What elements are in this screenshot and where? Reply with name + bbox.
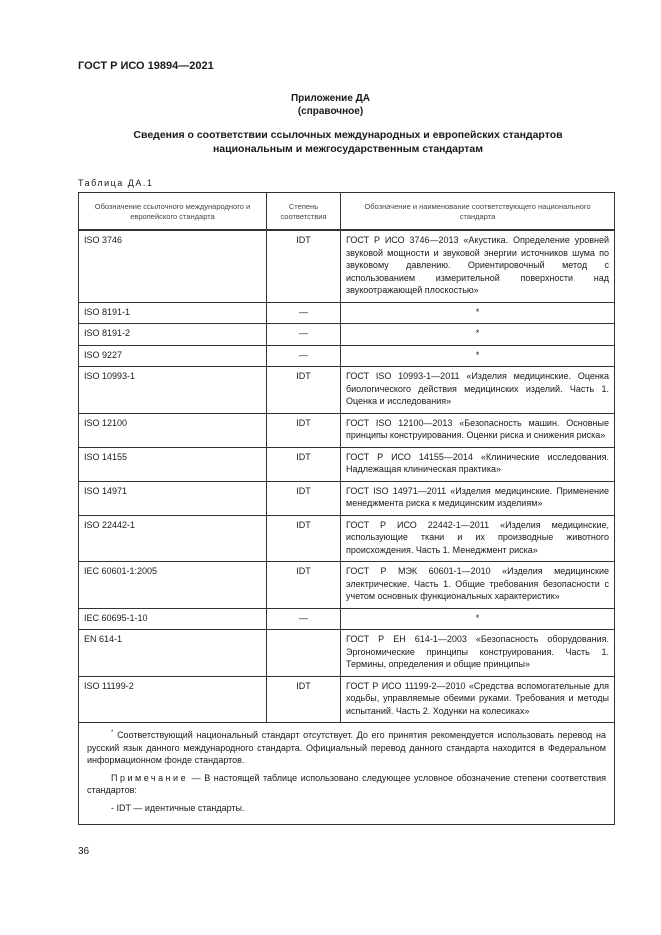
cell-degree: IDT (267, 230, 341, 302)
table-row (79, 324, 615, 346)
header-reference-standard: Обозначение ссылочного международного и европейского стандарта (79, 193, 267, 231)
table-caption: Таблица ДА.1 (78, 178, 154, 188)
cell-degree: IDT (267, 481, 341, 515)
correspondence-table (78, 192, 615, 825)
cell-degree: IDT (267, 562, 341, 609)
table-row (79, 630, 615, 677)
cell-reference: ISO 10993-1 (79, 367, 267, 414)
cell-national: * (341, 345, 615, 367)
cell-reference: ISO 11199-2 (79, 676, 267, 723)
table-row (79, 608, 615, 630)
table-row (79, 515, 615, 562)
cell-degree: IDT (267, 367, 341, 414)
table-row (79, 345, 615, 367)
note-text: — В настоящей таблице использовано следующее условное обозначение степени соответствия стандартов: (87, 772, 606, 795)
section-title (78, 128, 618, 156)
appendix-label: Приложение ДА (290, 93, 371, 104)
cell-reference: EN 614-1 (79, 630, 267, 677)
cell-national: * (341, 324, 615, 346)
cell-degree: IDT (267, 676, 341, 723)
cell-national: ГОСТ Р ИСО 22442-1—2011 «Изделия медицинские, использующие ткани и их производные животного происхождения. Часть 1. Менеджмент риска» (341, 515, 615, 562)
table-row (79, 447, 615, 481)
cell-reference: ISO 3746 (79, 230, 267, 302)
cell-degree: IDT (267, 413, 341, 447)
footnote-mark: * (111, 730, 114, 736)
cell-reference: ISO 8191-1 (79, 302, 267, 324)
cell-reference: ISO 14155 (79, 447, 267, 481)
table-row (79, 413, 615, 447)
cell-national: ГОСТ ISO 12100—2013 «Безопасность машин. Основные принципы конструирования. Оценки риска и снижения риска» (341, 413, 615, 447)
cell-reference: IEC 60695-1-10 (79, 608, 267, 630)
section-title-line-1: Сведения о соответствии ссылочных международных и европейских стандартов (133, 129, 563, 141)
table-row (79, 230, 615, 302)
legend-item: - IDT — идентичные стандарты. (111, 802, 245, 813)
table-body (79, 230, 615, 825)
cell-reference: ISO 9227 (79, 345, 267, 367)
cell-national: ГОСТ Р ИСО 3746—2013 «Акустика. Определение уровней звуковой мощности и звуковой энергии источников шума по звуковому давлению. Ориентировочный метод с использованием измерительной поверхности над звукоотражающей плоскостью» (341, 230, 615, 302)
section-title-line-2: национальным и межгосударственным стандартам (212, 143, 484, 155)
note-label: Примечание (111, 772, 189, 783)
cell-reference: ISO 12100 (79, 413, 267, 447)
cell-reference: ISO 22442-1 (79, 515, 267, 562)
cell-reference: ISO 14971 (79, 481, 267, 515)
cell-degree: — (267, 324, 341, 346)
cell-national: ГОСТ Р МЭК 60601-1—2010 «Изделия медицинские электрические. Часть 1. Общие требования безопасности с учетом основных функциональных характеристик» (341, 562, 615, 609)
appendix-type: (справочное) (297, 106, 364, 117)
cell-degree: IDT (267, 515, 341, 562)
cell-national: ГОСТ Р ИСО 11199-2—2010 «Средства вспомогательные для ходьбы, управляемые обеими руками. Требования и методы испытаний. Часть 2. Ходунки на колесиках» (341, 676, 615, 723)
table-footer-row (79, 723, 615, 825)
footnote-text: Соответствующий национальный стандарт отсутствует. До его принятия рекомендуется использовать перевод на русский язык данного международного стандарта. Официальный перевод данного стандарта находится в Федеральном информационном фонде стандартов. (87, 730, 606, 765)
table-row (79, 302, 615, 324)
table-row (79, 562, 615, 609)
cell-national: * (341, 302, 615, 324)
standard-header: ГОСТ Р ИСО 19894—2021 (78, 60, 214, 72)
header-degree-of-correspondence: Степень соответствия (267, 193, 341, 231)
cell-national: * (341, 608, 615, 630)
cell-degree (267, 630, 341, 677)
correspondence-table-wrapper (78, 192, 614, 825)
cell-national: ГОСТ ISO 14971—2011 «Изделия медицинские. Применение менеджмента риска к медицинским изделиям» (341, 481, 615, 515)
table-row (79, 676, 615, 723)
table-row (79, 481, 615, 515)
cell-national: ГОСТ ISO 10993-1—2011 «Изделия медицинские. Оценка биологического действия медицинских изделий. Часть 1. Оценка и исследования» (341, 367, 615, 414)
cell-national: ГОСТ Р ИСО 14155—2014 «Клинические исследования. Надлежащая клиническая практика» (341, 447, 615, 481)
page-number: 36 (78, 846, 90, 857)
cell-degree: — (267, 302, 341, 324)
footnote (87, 727, 606, 767)
table-row (79, 367, 615, 414)
table-notes (79, 723, 615, 825)
cell-degree: — (267, 345, 341, 367)
appendix-title (0, 92, 661, 118)
cell-degree: IDT (267, 447, 341, 481)
cell-degree: — (267, 608, 341, 630)
note (87, 772, 606, 797)
header-national-standard: Обозначение и наименование соответствующего национального стандарта (341, 193, 615, 231)
cell-national: ГОСТ Р ЕН 614-1—2003 «Безопасность оборудования. Эргономические принципы конструирования. Часть 1. Термины, определения и общие принципы» (341, 630, 615, 677)
cell-reference: IEC 60601-1:2005 (79, 562, 267, 609)
table-header-row (79, 193, 615, 231)
cell-reference: ISO 8191-2 (79, 324, 267, 346)
